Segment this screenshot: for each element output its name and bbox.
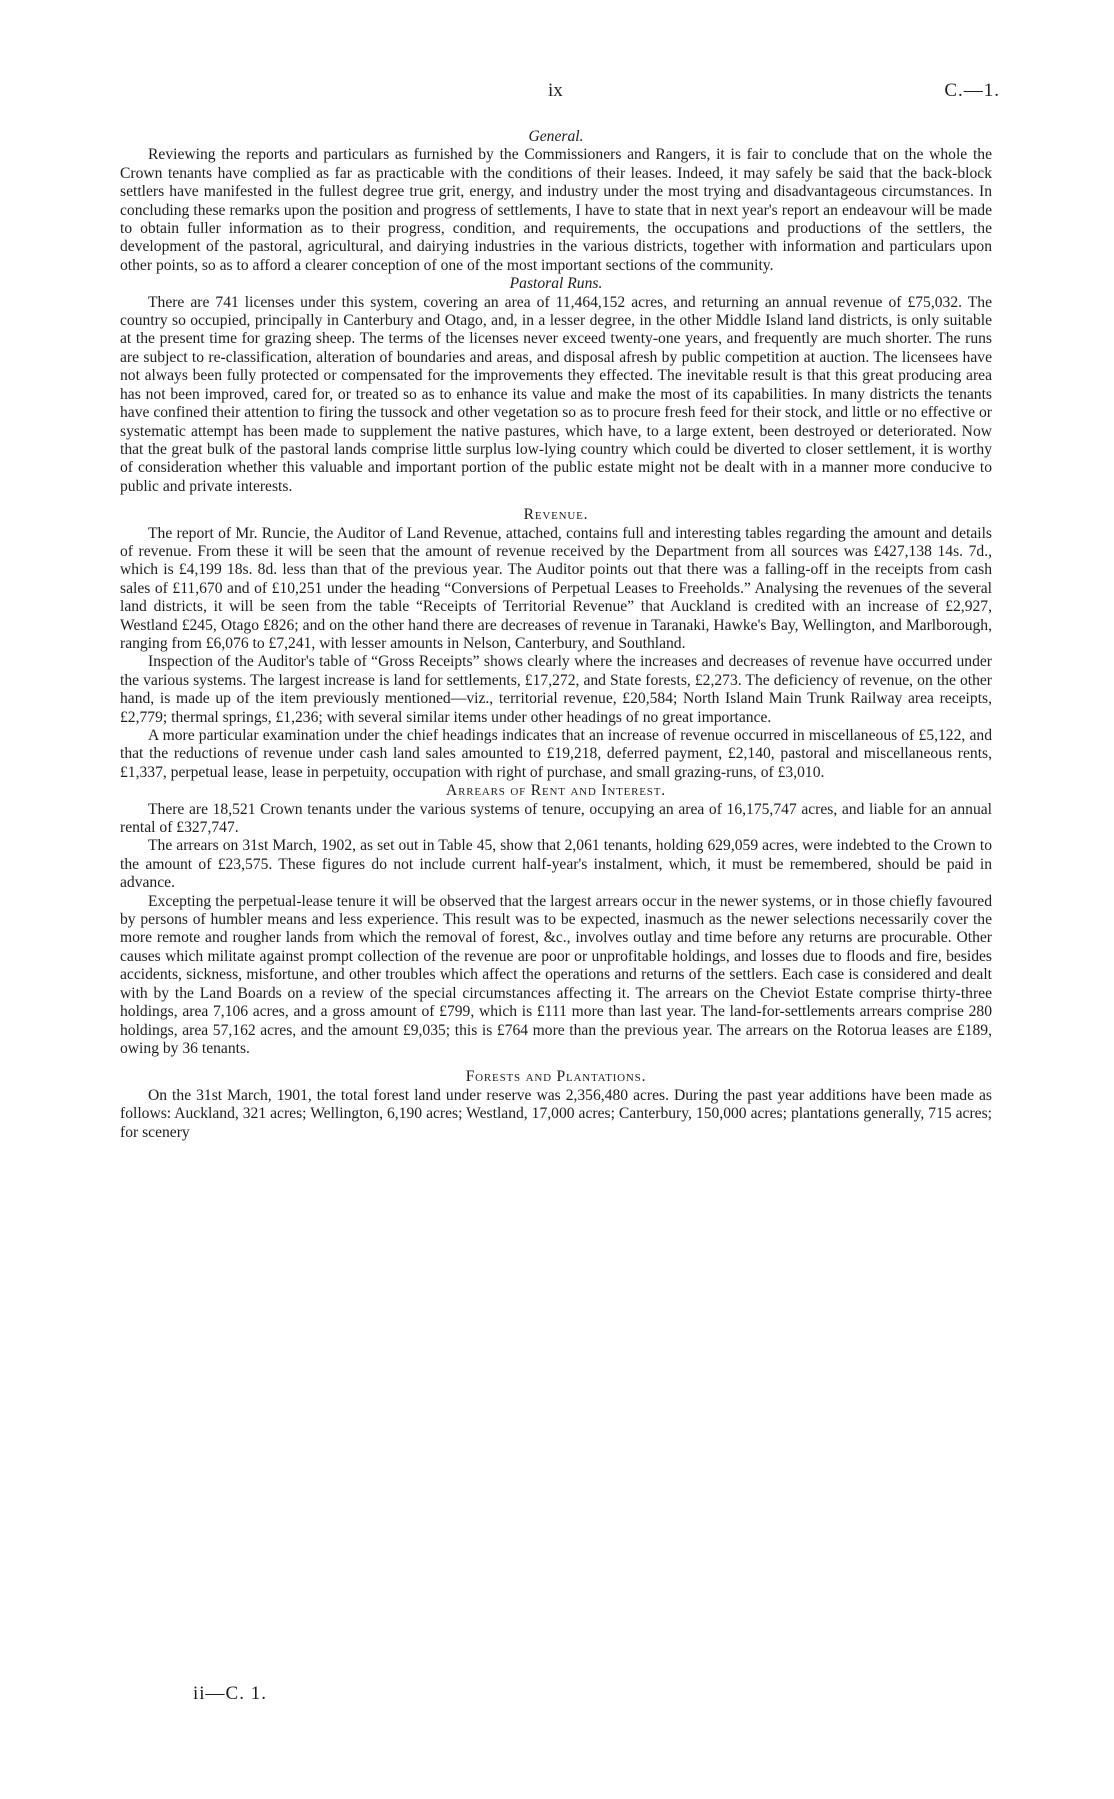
paragraph: Excepting the perpetual-lease tenure it will be observed that the largest arrears occur in the newer systems, or in those chiefly favoured by persons of humbler means and less experience. This result was to be expected, inasmuch as the newer selections necessarily cover the more remote and rougher lands from which the removal of forest, &c., involves outlay and time before any returns are procurable. Other causes which militate against prompt collection of the revenue are poor or unprofitable holdings, and losses due to floods and fire, besides accidents, sickness, misfortune, and other troubles which affect the operations and returns of the settlers. Each case is considered and dealt with by the Land Boards on a review of the special circumstances affecting it. The arrears on the Cheviot Estate comprise thirty-three holdings, area 7,106 acres, and a gross amount of £799, which is £111 more than last year. The land-for-settlements arrears comprise 280 holdings, area 57,162 acres, and the amount £9,035; this is £764 more than the previous year. The arrears on the Rotorua leases are £189, owing by 36 tenants. <box>120 892 992 1057</box>
paragraph: The report of Mr. Runcie, the Auditor of Land Revenue, attached, contains full and interesting tables regarding the amount and details of revenue. From these it will be seen that the amount of revenue received by the Department from all sources was £427,138 14s. 7d., which is £4,199 18s. 8d. less than that of the previous year. The Auditor points out that there was a falling-off in the receipts from cash sales of £11,670 and of £10,251 under the heading “Conversions of Perpetual Leases to Freeholds.” Analysing the revenues of the several land districts, it will be seen from the table “Receipts of Territorial Revenue” that Auckland is credited with an increase of £2,927, Westland £245, Otago £826; and on the other hand there are decreases of revenue in Taranaki, Hawke's Bay, Wellington, and Marlborough, ranging from £6,076 to £7,241, with lesser amounts in Nelson, Canterbury, and Southland. <box>120 524 992 652</box>
paragraph: A more particular examination under the chief headings indicates that an increase of revenue occurred in miscellaneous of £5,122, and that the reductions of revenue under cash land sales amounted to £19,218, deferred payment, £2,140, pastoral and miscellaneous rents, £1,337, perpetual lease, lease in perpetuity, occupation with right of purchase, and small grazing-runs, of £3,010. <box>120 727 992 781</box>
paragraph: Reviewing the reports and particulars as furnished by the Commissioners and Rangers, it is fair to conclude that on the whole the Crown tenants have complied as far as practicable with the conditions of their leases. Indeed, it may safely be said that the back-block settlers have manifested in the fullest degree true grit, energy, and industry under the most trying and disadvantageous circumstances. In concluding these remarks upon the position and progress of settlements, I have to state that in next year's report an endeavour will be made to obtain fuller information as to their progress, condition, and requirements, the occupations and productions of the settlers, the development of the pastoral, agricultural, and dairying industries in the various districts, together with information and particulars upon other points, so as to afford a clearer conception of one of the most important sections of the community. <box>120 146 992 274</box>
section-pastoral-runs <box>120 275 992 496</box>
signature-mark: ii—C. 1. <box>193 1683 267 1704</box>
page-number: ix <box>548 80 563 101</box>
paragraph: On the 31st March, 1901, the total forest land under reserve was 2,356,480 acres. During the past year additions have been made as follows: Auckland, 321 acres; Wellington, 6,190 acres; Westland, 17,000 acres; Canterbury, 150,000 acres; plantations generally, 715 acres; for scenery <box>120 1086 992 1141</box>
heading-forests: Forests and Plantations. <box>465 1068 647 1086</box>
section-arrears <box>120 782 992 1058</box>
page-header <box>0 80 1114 104</box>
heading-general: General. <box>528 128 584 145</box>
paragraph: There are 18,521 Crown tenants under the various systems of tenure, occupying an area of 16,175,747 acres, and liable for an annual rental of £327,747. <box>120 800 992 837</box>
paragraph: The arrears on 31st March, 1902, as set out in Table 45, show that 2,061 tenants, holding 629,059 acres, were indebted to the Crown to the amount of £23,575. These figures do not include current half-year's instalment, which, it must be remembered, should be paid in advance. <box>120 837 992 892</box>
document-reference: C.—1. <box>944 80 1000 101</box>
heading-revenue: Revenue. <box>523 506 589 524</box>
body-text <box>120 128 992 1142</box>
section-general <box>120 128 992 275</box>
paragraph: Inspection of the Auditor's table of “Gross Receipts” shows clearly where the increases and decreases of revenue have occurred under the various systems. The largest increase is land for settlements, £17,272, and State forests, £2,273. The deficiency of revenue, on the other hand, is made up of the item previously mentioned—viz., territorial revenue, £20,584; North Island Main Trunk Railway area receipts, £2,779; thermal springs, £1,236; with several similar items under other headings of no great importance. <box>120 653 992 726</box>
heading-arrears: Arrears of Rent and Interest. <box>446 782 666 800</box>
heading-pastoral-runs: Pastoral Runs. <box>509 275 603 293</box>
section-revenue <box>120 506 992 782</box>
section-forests <box>120 1068 992 1142</box>
paragraph: There are 741 licenses under this system, covering an area of 11,464,152 acres, and returning an annual revenue of £75,032. The country so occupied, principally in Canterbury and Otago, and, in a lesser degree, in the other Middle Island land districts, is only suitable at the present time for grazing sheep. The terms of the licenses never exceed twenty-one years, and frequently are much shorter. The runs are subject to re-classification, alteration of boundaries and areas, and disposal afresh by public competition at auction. The licensees have not always been fully protected or compensated for the improvements they effected. The inevitable result is that this great producing area has not been improved, cared for, or treated so as to enhance its value and make the most of its capabilities. In many districts the tenants have confined their attention to firing the tussock and other vegetation so as to procure fresh feed for their stock, and little or no effective or systematic attempt has been made to supplement the native pastures, which have, to a large extent, been destroyed or deteriorated. Now that the great bulk of the pastoral lands comprise little surplus low-lying country which could be diverted to closer settlement, it is worthy of consideration whether this valuable and important portion of the public estate might not be dealt with in a manner more conducive to public and private interests. <box>120 293 992 495</box>
